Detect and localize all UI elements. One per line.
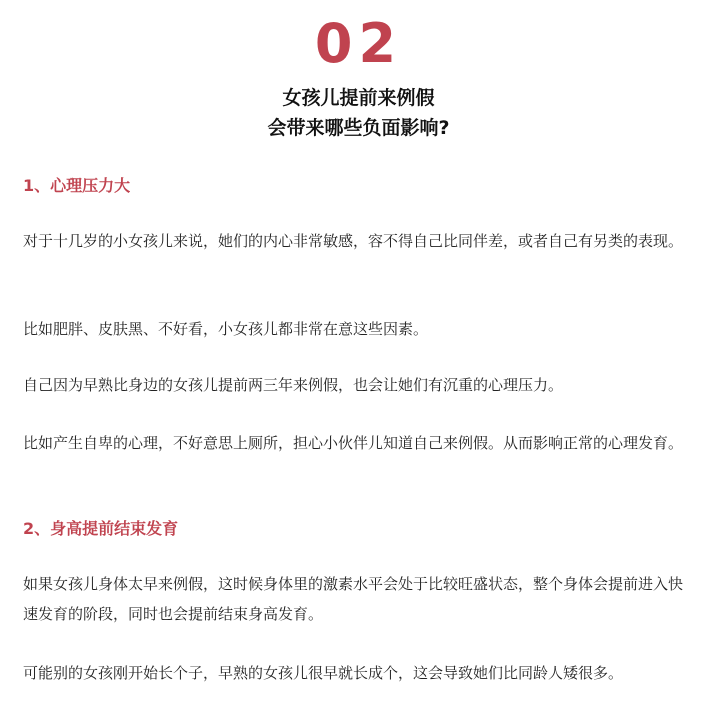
paragraph: 如果女孩儿身体太早来例假，这时候身体里的激素水平会处于比较旺盛状态，整个身体会提前进入快速发育的阶段，同时也会提前结束身高发育。 [23,575,684,623]
paragraph: 自己因为早熟比身边的女孩儿提前两三年来例假，也会让她们有沉重的心理压力。 [23,376,564,394]
paragraph: 可能别的女孩刚开始长个子，早熟的女孩儿很早就长成个，这会导致她们比同龄人矮很多。 [23,664,624,682]
subheading-height-development: 2、身高提前结束发育 [23,519,179,538]
section-number: 02 [314,12,403,75]
section-title-line-2: 会带来哪些负面影响? [267,117,450,139]
section-title-line-1: 女孩儿提前来例假 [282,87,435,109]
paragraph: 比如肥胖、皮肤黑、不好看，小女孩儿都非常在意这些因素。 [23,320,429,338]
paragraph: 比如产生自卑的心理，不好意思上厕所，担心小伙伴儿知道自己来例假。从而影响正常的心理发育。 [23,434,684,452]
paragraph: 对于十几岁的小女孩儿来说，她们的内心非常敏感，容不得自己比同伴差，或者自己有另类的表现。 [23,232,684,250]
subheading-psychological-pressure: 1、心理压力大 [23,176,131,195]
